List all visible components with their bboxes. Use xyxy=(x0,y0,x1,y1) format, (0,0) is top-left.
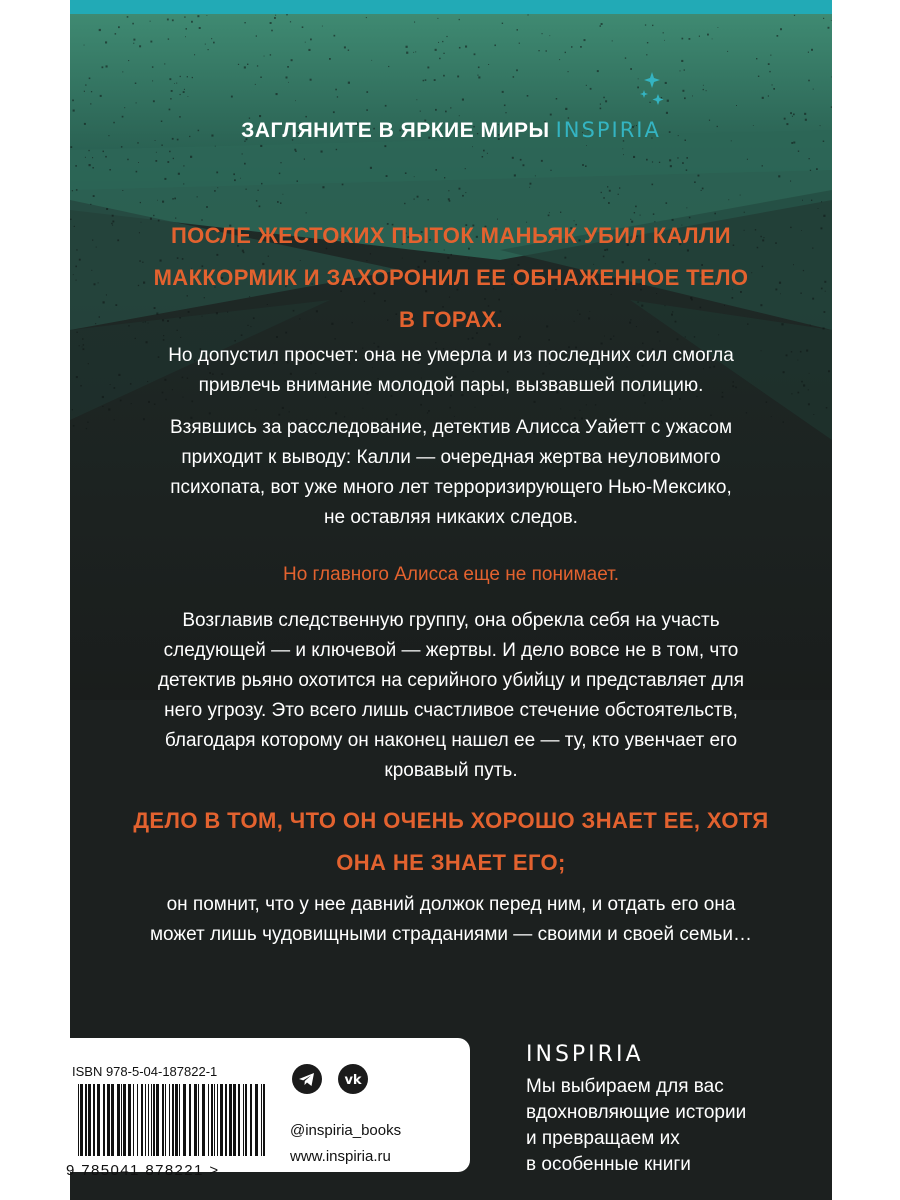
slogan-line: и превращаем их xyxy=(526,1128,680,1149)
publisher-logo: INSPIRIA xyxy=(526,1042,644,1067)
paragraph-line: следующей — и ключевой — жертвы. И дело вовсе не в том, что xyxy=(163,640,739,661)
book-back-cover xyxy=(70,0,832,1200)
paragraph-line: привлечь внимание молодой пары, вызвавшей полицию. xyxy=(198,375,704,396)
vk-icon[interactable] xyxy=(338,1064,368,1094)
headline-2-line: ОНА НЕ ЗНАЕТ ЕГО; xyxy=(336,850,566,875)
paragraph-line: приходит к выводу: Калли — очередная жертва неуловимого xyxy=(181,447,721,468)
paragraph-4 xyxy=(110,890,792,950)
tagline-text: ЗАГЛЯНИТЕ В ЯРКИЕ МИРЫ xyxy=(241,119,550,142)
paragraph-1 xyxy=(110,341,792,401)
paragraph-line: не оставляя никаких следов. xyxy=(324,507,578,528)
headline-1-line: ПОСЛЕ ЖЕСТОКИХ ПЫТОК МАНЬЯК УБИЛ КАЛЛИ xyxy=(170,223,732,248)
paragraph-2 xyxy=(110,413,792,533)
slogan-line: Мы выбираем для вас xyxy=(526,1076,724,1097)
paragraph-line: психопата, вот уже много лет терроризирующего Нью-Мексико, xyxy=(170,477,732,498)
paragraph-line: Возглавив следственную группу, она обрекла себя на участь xyxy=(182,610,720,631)
telegram-icon[interactable] xyxy=(292,1064,322,1094)
paragraph-3 xyxy=(110,606,792,786)
svg-text:vk: vk xyxy=(344,1073,362,1088)
publisher-slogan xyxy=(526,1074,786,1178)
slogan-line: в особенные книги xyxy=(526,1154,691,1175)
slogan-line: вдохновляющие истории xyxy=(526,1102,747,1123)
barcode-digits: 9 785041 878221 > xyxy=(66,1162,220,1179)
paragraph-line: Но допустил просчет: она не умерла и из последних сил смогла xyxy=(168,345,734,366)
social-handle[interactable]: @inspiria_books xyxy=(290,1122,402,1139)
headline-2 xyxy=(110,800,792,884)
accent-line: Но главного Алисса еще не понимает. xyxy=(282,564,620,585)
paragraph-line: он помнит, что у нее давний должок перед ним, и отдать его она xyxy=(166,894,736,915)
isbn-label: ISBN 978-5-04-187822-1 xyxy=(72,1064,218,1079)
cover-background xyxy=(70,0,832,1200)
headline-1 xyxy=(110,215,792,341)
series-tagline xyxy=(70,118,832,143)
paragraph-line: Взявшись за расследование, детектив Алисса Уайетт с ужасом xyxy=(169,417,733,438)
barcode xyxy=(72,1084,272,1160)
paragraph-line: может лишь чудовищными страданиями — своими и своей семьи… xyxy=(149,924,753,945)
paragraph-line: детектив рьяно охотится на серийного убийцу и представляет для xyxy=(157,670,745,691)
paragraph-line: кровавый путь. xyxy=(384,760,518,781)
website-link[interactable]: www.inspiria.ru xyxy=(290,1148,391,1165)
headline-1-line: МАККОРМИК И ЗАХОРОНИЛ ЕЕ ОБНАЖЕННОЕ ТЕЛО xyxy=(153,265,749,290)
headline-1-line: В ГОРАХ. xyxy=(399,307,503,332)
tagline-brand: INSPIRIA xyxy=(555,118,661,142)
isbn-card xyxy=(50,1038,470,1179)
sparkle-icon xyxy=(638,70,668,110)
headline-2-line: ДЕЛО В ТОМ, ЧТО ОН ОЧЕНЬ ХОРОШО ЗНАЕТ ЕЕ, ХОТЯ xyxy=(133,808,769,833)
paragraph-line: благодаря которому он наконец нашел ее — ту, кто увенчает его xyxy=(164,730,738,751)
paragraph-line: него угрозу. Это всего лишь счастливое стечение обстоятельств, xyxy=(164,700,738,721)
top-accent-bar xyxy=(70,0,832,14)
